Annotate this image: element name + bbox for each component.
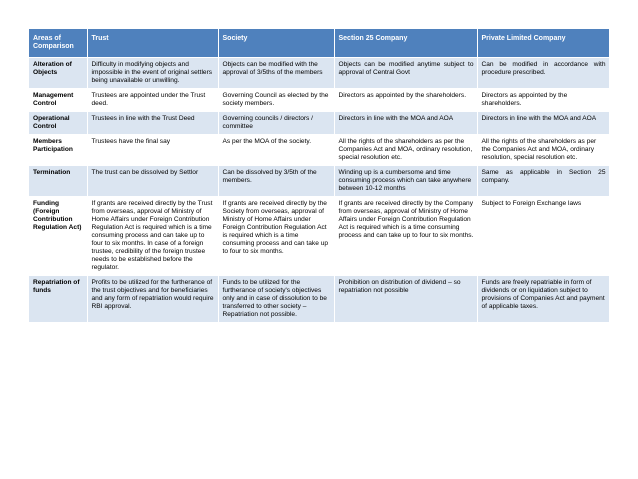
cell-private: Directors in line with the MOA and AOA bbox=[477, 112, 609, 135]
cell-society: Objects can be modified with the approval of 3/5ths of the members bbox=[218, 58, 334, 89]
comparison-table bbox=[29, 29, 610, 323]
cell-section25: Objects can be modified anytime subject to approval of Central Govt bbox=[334, 58, 477, 89]
row-label: Alteration of Objects bbox=[29, 58, 87, 89]
row-label: Termination bbox=[29, 166, 87, 197]
header-row bbox=[29, 29, 609, 58]
table-row bbox=[29, 89, 609, 112]
header-society: Society bbox=[218, 29, 334, 58]
cell-private: Directors as appointed by the shareholders. bbox=[477, 89, 609, 112]
row-label: Funding (Foreign Contribution Regulation Act) bbox=[29, 197, 87, 276]
table-row bbox=[29, 58, 609, 89]
cell-section25: Directors as appointed by the shareholders. bbox=[334, 89, 477, 112]
cell-section25: Prohibition on distribution of dividend – so repatriation not possible bbox=[334, 276, 477, 323]
row-label: Management Control bbox=[29, 89, 87, 112]
cell-trust: Profits to be utilized for the furtherance of the trust objectives and for beneficiaries and any form of repatriation would require RBI approval. bbox=[87, 276, 218, 323]
row-label: Members Participation bbox=[29, 135, 87, 166]
header-private: Private Limited Company bbox=[477, 29, 609, 58]
cell-trust: Difficulty in modifying objects and impossible in the event of original settlers being unavailable or unwilling. bbox=[87, 58, 218, 89]
table-row bbox=[29, 112, 609, 135]
header-areas: Areas of Comparison bbox=[29, 29, 87, 58]
cell-society: Can be dissolved by 3/5th of the members. bbox=[218, 166, 334, 197]
cell-society: If grants are received directly by the Society from overseas, approval of Ministry of Home Affairs under Foreign Contribution Regulation Act is required which is a time consuming process and can take up to four to six months. bbox=[218, 197, 334, 276]
cell-trust: The trust can be dissolved by Settlor bbox=[87, 166, 218, 197]
header-section25: Section 25 Company bbox=[334, 29, 477, 58]
cell-section25: All the rights of the shareholders as per the Companies Act and MOA, ordinary resolution, special resolution etc. bbox=[334, 135, 477, 166]
table-row bbox=[29, 166, 609, 197]
table-row bbox=[29, 197, 609, 276]
cell-private: Can be modified in accordance with procedure prescribed. bbox=[477, 58, 609, 89]
row-label: Repatriation of funds bbox=[29, 276, 87, 323]
cell-section25: Winding up is a cumbersome and time consuming process which can take anywhere between 10-12 months bbox=[334, 166, 477, 197]
cell-trust: Trustees have the final say bbox=[87, 135, 218, 166]
cell-private: Funds are freely repatriable in form of dividends or on liquidation subject to provisions of Companies Act and payment of applicable taxes. bbox=[477, 276, 609, 323]
cell-trust: Trustees in line with the Trust Deed bbox=[87, 112, 218, 135]
table-row bbox=[29, 135, 609, 166]
cell-society: Governing Council as elected by the society members. bbox=[218, 89, 334, 112]
cell-society: Governing councils / directors / committee bbox=[218, 112, 334, 135]
cell-section25: If grants are received directly by the Company from overseas, approval of Ministry of Home Affairs under Foreign Contribution Regulation Act is required which is a time consuming process and can take up to four to six months. bbox=[334, 197, 477, 276]
table-row bbox=[29, 276, 609, 323]
cell-trust: If grants are received directly by the Trust from overseas, approval of Ministry of Home Affairs under Foreign Contribution Regulation Act is required which is a time consuming process and can take up to four to six months. In case of a foreign trustee, credibility of the foreign trustee needs to be established before the regulator. bbox=[87, 197, 218, 276]
comparison-table-container bbox=[29, 29, 609, 323]
cell-trust: Trustees are appointed under the Trust deed. bbox=[87, 89, 218, 112]
header-trust: Trust bbox=[87, 29, 218, 58]
cell-private: Subject to Foreign Exchange laws bbox=[477, 197, 609, 276]
row-label: Operational Control bbox=[29, 112, 87, 135]
cell-society: As per the MOA of the society. bbox=[218, 135, 334, 166]
cell-private: All the rights of the shareholders as per the Companies Act and MOA, ordinary resolution, special resolution etc. bbox=[477, 135, 609, 166]
cell-society: Funds to be utilized for the furtherance of society's objectives only and in case of dissolution to be transferred to other society – Repatriation not possible. bbox=[218, 276, 334, 323]
cell-private: Same as applicable in Section 25 company. bbox=[477, 166, 609, 197]
cell-section25: Directors in line with the MOA and AOA bbox=[334, 112, 477, 135]
